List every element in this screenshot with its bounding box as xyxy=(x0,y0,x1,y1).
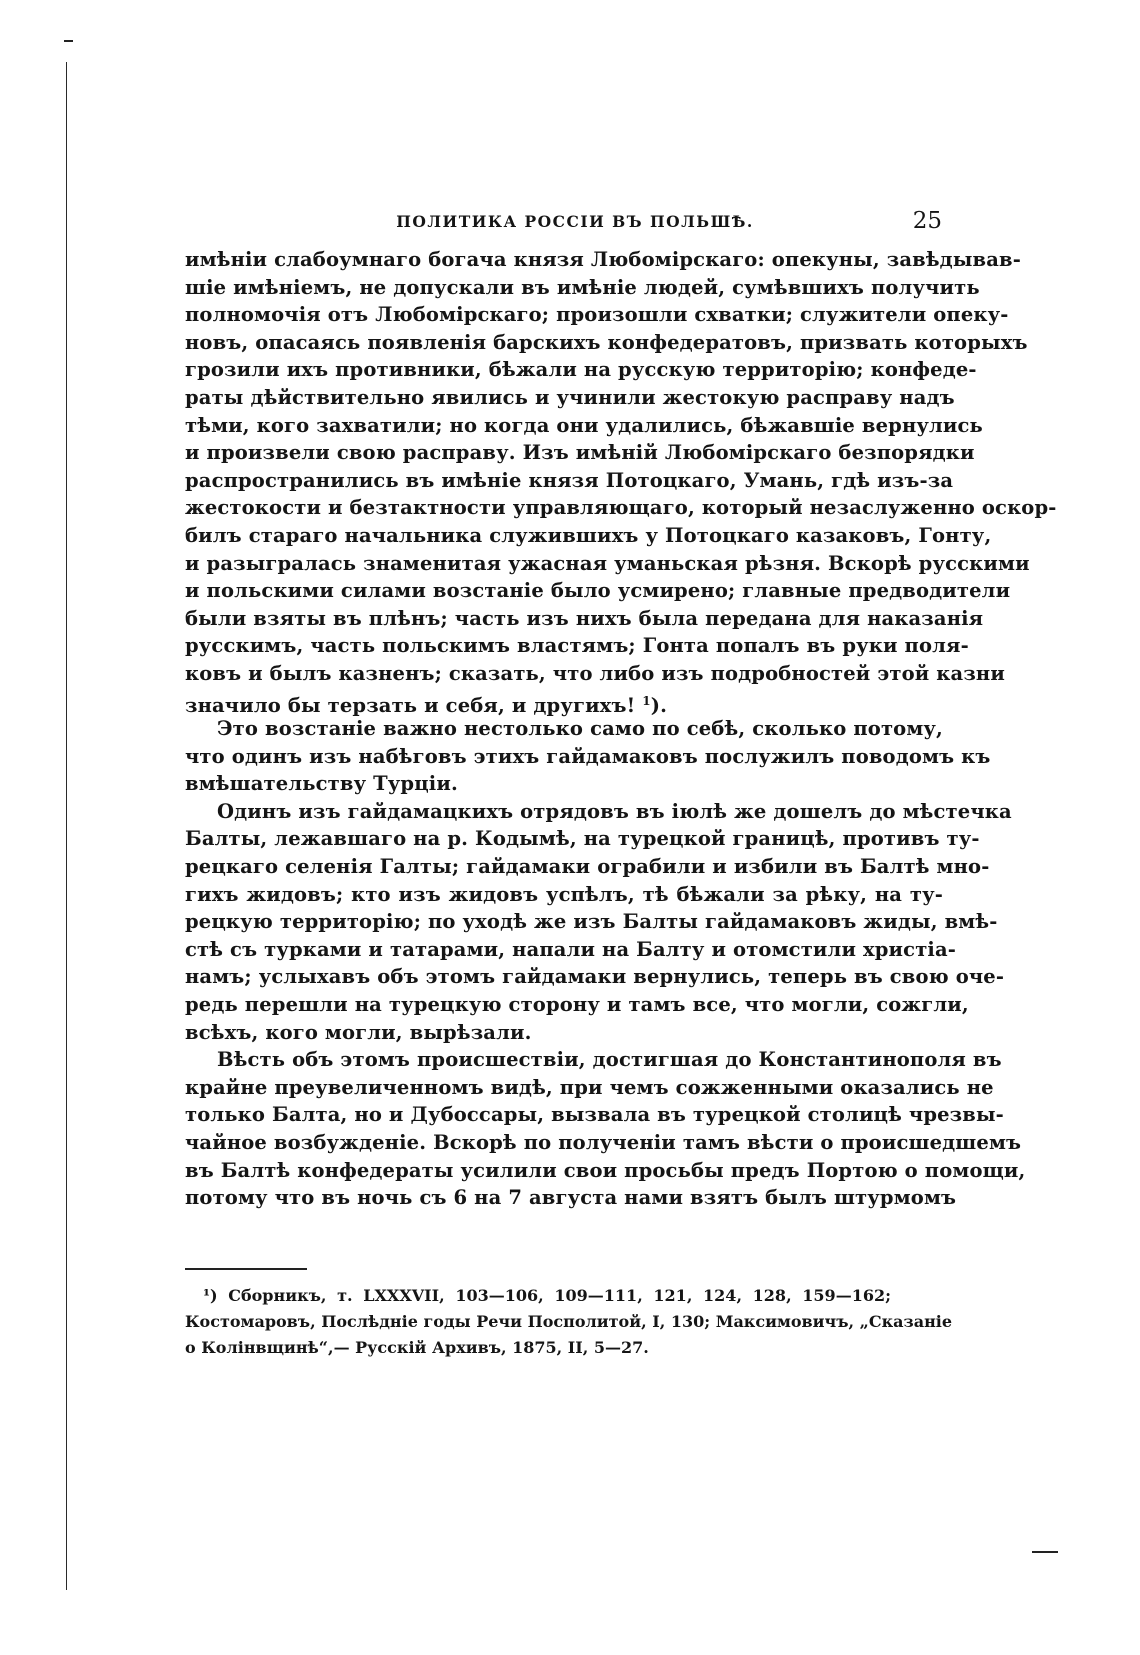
text-line: и произвели свою расправу. Изъ имѣній Любомірскаго безпорядки xyxy=(185,441,975,465)
text-line: распространились въ имѣніе князя Потоцкаго, Умань, гдѣ изъ-за xyxy=(185,468,954,492)
text-line: намъ; услыхавъ объ этомъ гайдамаки вернулись, теперь въ свою оче- xyxy=(185,965,1005,989)
text-line: крайне преувеличенномъ видѣ, при чемъ сожженными оказались не xyxy=(185,1075,994,1099)
text-line: всѣхъ, кого могли, вырѣзали. xyxy=(185,1020,532,1044)
text-line: грозили ихъ противники, бѣжали на русскую территорію; конфеде- xyxy=(185,358,977,382)
footnote-line: Костомаровъ, Послѣдніе годы Речи Посполитой, I, 130; Максимовичъ, „Сказаніе xyxy=(185,1312,953,1331)
text-line: что одинъ изъ набѣговъ этихъ гайдамаковъ послужилъ поводомъ къ xyxy=(185,744,991,768)
footnote-line: о Колінвщинѣ“,— Русскій Архивъ, 1875, II, 5—27. xyxy=(185,1338,649,1357)
paragraph-2 xyxy=(185,715,991,798)
text-line: Вѣсть объ этомъ происшествіи, достигшая до Константинополя въ xyxy=(217,1048,1002,1072)
text-line: гихъ жидовъ; кто изъ жидовъ успѣлъ, тѣ бѣжали за рѣку, на ту- xyxy=(185,882,943,906)
running-head xyxy=(190,208,960,238)
text-line: Одинъ изъ гайдамацкихъ отрядовъ въ іюлѣ же дошелъ до мѣстечка xyxy=(217,799,1012,823)
text-line: тѣми, кого захватили; но когда они удалились, бѣжавшіе вернулись xyxy=(185,413,983,437)
text-line: билъ стараго начальника служившихъ у Потоцкаго казаковъ, Гонту, xyxy=(185,523,992,547)
running-title: ПОЛИТИКА РОССІИ ВЪ ПОЛЬШѢ. xyxy=(396,212,754,231)
scan-mark xyxy=(1032,1551,1058,1553)
paragraph-1 xyxy=(185,246,1057,717)
footnote-reference[interactable]: 1 xyxy=(642,693,651,708)
text-line: русскимъ, часть польскимъ властямъ; Гонта попалъ въ руки поля- xyxy=(185,634,969,658)
footnote-line: ¹) Сборникъ, т. LXXXVII, 103—106, 109—111, 121, 124, 128, 159—162; xyxy=(203,1286,891,1305)
footnotes xyxy=(185,1283,953,1361)
text-line: рецкую территорію; по уходѣ же изъ Балты гайдамаковъ жиды, вмѣ- xyxy=(185,910,998,934)
text-fragment: значило бы терзать и себя, и другихъ! xyxy=(185,693,636,717)
text-line: и разыгралась знаменитая ужасная уманьская рѣзня. Вскорѣ русскими xyxy=(185,551,1030,575)
paragraph-3 xyxy=(185,798,1012,1046)
text-line: Это возстаніе важно нестолько само по себѣ, сколько потому, xyxy=(217,717,943,741)
page-number: 25 xyxy=(912,208,942,234)
text-line: стѣ съ турками и татарами, напали на Балту и отомстили христіа- xyxy=(185,937,957,961)
text-line: рецкаго селенія Галты; гайдамаки ограбили и избили въ Балтѣ мно- xyxy=(185,855,990,879)
text-line: и польскими силами возстаніе было усмирено; главные предводители xyxy=(185,579,1011,603)
body-text xyxy=(185,246,1057,1212)
page-edge-line xyxy=(66,62,67,1590)
text-line: потому что въ ночь съ 6 на 7 августа нами взятъ былъ штурмомъ xyxy=(185,1186,957,1210)
text-line: новъ, опасаясь появленія барскихъ конфедератовъ, призвать которыхъ xyxy=(185,330,1028,354)
text-line xyxy=(185,688,943,716)
text-line: шіе имѣніемъ, не допускали въ имѣніе людей, сумѣвшихъ получить xyxy=(185,275,980,299)
scan-mark xyxy=(64,40,73,42)
text-line: раты дѣйствительно явились и учинили жестокую расправу надъ xyxy=(185,385,955,409)
text-line: имѣніи слабоумнаго богача князя Любомірскаго: опекуны, завѣдывав- xyxy=(185,248,1021,271)
text-line: Балты, лежавшаго на р. Кодымѣ, на турецкой границѣ, противъ ту- xyxy=(185,827,980,851)
footnote-separator xyxy=(185,1268,307,1270)
text-line: въ Балтѣ конфедераты усилили свои просьбы предъ Портою о помощи, xyxy=(185,1158,1026,1182)
text-fragment: ). xyxy=(650,693,668,717)
text-line: были взяты въ плѣнъ; часть изъ нихъ была передана для наказанія xyxy=(185,606,984,630)
text-line: только Балта, но и Дубоссары, вызвала въ турецкой столицѣ чрезвы- xyxy=(185,1103,1004,1127)
text-line: редь перешли на турецкую сторону и тамъ все, что могли, сожгли, xyxy=(185,993,969,1017)
text-line: ковъ и былъ казненъ; сказать, что либо изъ подробностей этой казни xyxy=(185,661,1005,685)
text-line: чайное возбужденіе. Вскорѣ по полученіи тамъ вѣсти о происшедшемъ xyxy=(185,1131,1022,1154)
text-line: вмѣшательству Турціи. xyxy=(185,772,458,796)
text-line: жестокости и безтактности управляющаго, который незаслуженно оскор- xyxy=(185,496,1057,520)
text-line: полномочія отъ Любомірскаго; произошли схватки; служители опеку- xyxy=(185,303,1009,327)
paragraph-4 xyxy=(185,1046,1026,1212)
